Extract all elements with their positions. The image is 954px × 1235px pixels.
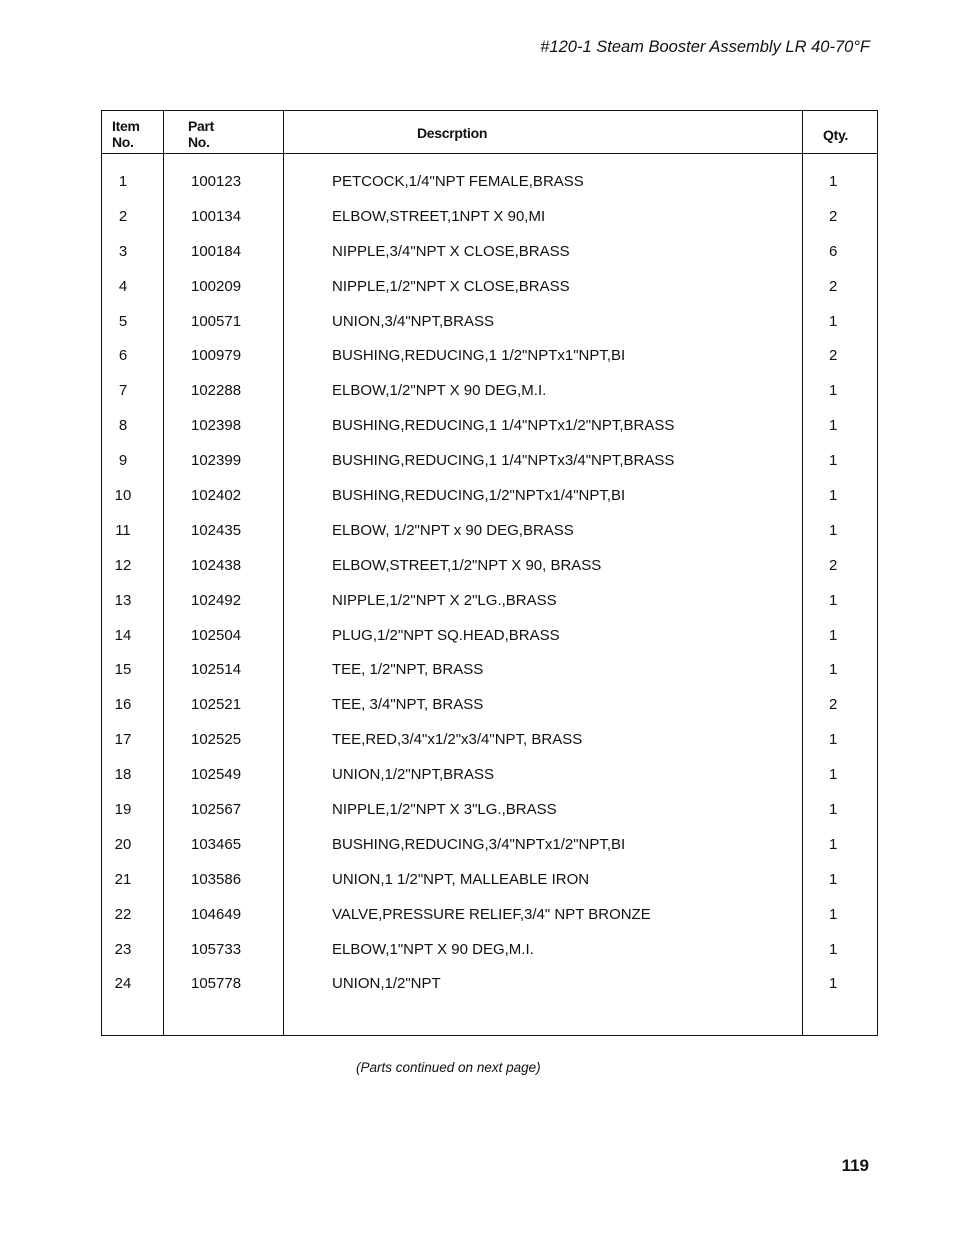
cell-part-no: 102549 [191, 766, 242, 784]
cell-description: ELBOW,1"NPT X 90 DEG,M.I. [332, 940, 534, 958]
table-row [102, 452, 877, 487]
cell-item-no: 3 [118, 242, 128, 260]
cell-item-no: 4 [118, 277, 128, 295]
table-row [102, 801, 877, 836]
cell-part-no: 100209 [191, 277, 242, 295]
cell-description: NIPPLE,1/2"NPT X 3"LG.,BRASS [332, 801, 557, 819]
header-divider [102, 153, 877, 154]
cell-qty: 1 [829, 905, 838, 923]
cell-qty: 1 [829, 940, 838, 958]
table-row [102, 522, 877, 557]
cell-item-no: 19 [114, 801, 132, 819]
cell-item-no: 9 [118, 452, 128, 470]
cell-item-no: 12 [114, 556, 132, 574]
cell-part-no: 102514 [191, 661, 242, 679]
cell-description: BUSHING,REDUCING,1 1/2"NPTx1"NPT,BI [332, 347, 626, 365]
cell-description: ELBOW,1/2"NPT X 90 DEG,M.I. [332, 382, 547, 400]
cell-part-no: 105778 [191, 975, 242, 993]
cell-part-no: 102398 [191, 417, 242, 435]
cell-item-no: 7 [118, 382, 128, 400]
cell-item-no: 22 [114, 905, 132, 923]
table-row [102, 382, 877, 417]
cell-description: UNION,3/4"NPT,BRASS [332, 312, 495, 330]
cell-item-no: 14 [114, 626, 132, 644]
cell-part-no: 100979 [191, 347, 242, 365]
cell-description: TEE,RED,3/4"x1/2"x3/4"NPT, BRASS [332, 731, 583, 749]
cell-qty: 1 [829, 312, 838, 330]
table-row [102, 313, 877, 348]
cell-part-no: 102492 [191, 591, 242, 609]
cell-description: BUSHING,REDUCING,1 1/4"NPTx1/2"NPT,BRASS [332, 417, 675, 435]
cell-description: ELBOW, 1/2"NPT x 90 DEG,BRASS [332, 521, 574, 539]
header-qty: Qty. [823, 127, 848, 143]
cell-part-no: 102521 [191, 696, 242, 714]
cell-item-no: 10 [114, 487, 132, 505]
table-row [102, 627, 877, 662]
cell-qty: 1 [829, 173, 838, 190]
page-number: 119 [841, 1156, 869, 1175]
cell-item-no: 21 [114, 870, 132, 888]
table-row [102, 696, 877, 731]
cell-qty: 1 [829, 835, 838, 853]
table-row [102, 173, 877, 208]
cell-part-no: 103586 [191, 870, 242, 888]
cell-qty: 2 [829, 696, 838, 714]
cell-part-no: 100123 [191, 173, 242, 190]
cell-qty: 1 [829, 382, 838, 400]
table-row [102, 766, 877, 801]
cell-description: NIPPLE,3/4"NPT X CLOSE,BRASS [332, 242, 570, 260]
cell-part-no: 102438 [191, 556, 242, 574]
cell-description: BUSHING,REDUCING,1/2"NPTx1/4"NPT,BI [332, 487, 626, 505]
cell-description: NIPPLE,1/2"NPT X CLOSE,BRASS [332, 277, 570, 295]
cell-item-no: 15 [114, 661, 132, 679]
cell-item-no: 11 [115, 521, 131, 539]
table-row [102, 278, 877, 313]
cell-qty: 1 [829, 661, 838, 679]
cell-description: TEE, 1/2"NPT, BRASS [332, 661, 484, 679]
cell-description: ELBOW,STREET,1/2"NPT X 90, BRASS [332, 556, 602, 574]
continued-note: (Parts continued on next page) [356, 1060, 541, 1075]
header-part-line1: Part [188, 118, 215, 134]
cell-part-no: 102288 [191, 382, 242, 400]
cell-qty: 1 [829, 731, 838, 749]
cell-description: UNION,1/2"NPT [332, 975, 441, 993]
table-row [102, 731, 877, 766]
parts-table [101, 110, 878, 1036]
cell-qty: 1 [829, 452, 838, 470]
cell-description: UNION,1 1/2"NPT, MALLEABLE IRON [332, 870, 590, 888]
cell-item-no: 8 [118, 417, 128, 435]
cell-qty: 1 [829, 975, 838, 993]
cell-part-no: 104649 [191, 905, 242, 923]
cell-part-no: 105733 [191, 940, 242, 958]
cell-description: ELBOW,STREET,1NPT X 90,MI [332, 207, 546, 225]
table-row [102, 871, 877, 906]
cell-part-no: 100184 [191, 242, 242, 260]
cell-qty: 1 [829, 417, 838, 435]
cell-item-no: 6 [118, 347, 128, 365]
cell-description: NIPPLE,1/2"NPT X 2"LG.,BRASS [332, 591, 557, 609]
cell-part-no: 102399 [191, 452, 242, 470]
cell-item-no: 23 [114, 940, 132, 958]
cell-qty: 1 [829, 766, 838, 784]
header-part-line2: No. [188, 134, 210, 150]
cell-item-no: 1 [118, 173, 128, 190]
cell-part-no: 100571 [191, 312, 242, 330]
cell-description: VALVE,PRESSURE RELIEF,3/4" NPT BRONZE [332, 905, 651, 923]
cell-item-no: 18 [114, 766, 132, 784]
table-row [102, 243, 877, 278]
cell-part-no: 102435 [191, 521, 242, 539]
cell-qty: 1 [829, 591, 838, 609]
table-row [102, 661, 877, 696]
cell-description: PLUG,1/2"NPT SQ.HEAD,BRASS [332, 626, 560, 644]
header-item-line2: No. [112, 134, 134, 150]
header-description: Descrption [417, 125, 488, 141]
table-row [102, 208, 877, 243]
header-item-line1: Item [112, 118, 140, 134]
cell-qty: 1 [829, 870, 838, 888]
cell-item-no: 24 [114, 975, 132, 993]
cell-qty: 1 [829, 801, 838, 819]
table-row [102, 557, 877, 592]
cell-qty: 2 [829, 277, 838, 295]
table-row [102, 836, 877, 871]
table-row [102, 975, 877, 1010]
cell-item-no: 2 [118, 207, 128, 225]
cell-qty: 1 [829, 626, 838, 644]
cell-qty: 1 [829, 487, 838, 505]
cell-part-no: 100134 [191, 207, 242, 225]
page-header-title: #120-1 Steam Booster Assembly LR 40-70°F [540, 38, 870, 56]
cell-item-no: 16 [114, 696, 132, 714]
cell-qty: 2 [829, 207, 838, 225]
cell-description: PETCOCK,1/4"NPT FEMALE,BRASS [332, 173, 584, 190]
table-body [102, 173, 877, 1010]
table-row [102, 906, 877, 941]
cell-description: UNION,1/2"NPT,BRASS [332, 766, 495, 784]
cell-description: BUSHING,REDUCING,3/4"NPTx1/2"NPT,BI [332, 835, 626, 853]
cell-part-no: 102504 [191, 626, 242, 644]
table-row [102, 941, 877, 976]
cell-part-no: 102567 [191, 801, 242, 819]
cell-description: BUSHING,REDUCING,1 1/4"NPTx3/4"NPT,BRASS [332, 452, 675, 470]
cell-description: TEE, 3/4"NPT, BRASS [332, 696, 484, 714]
cell-item-no: 13 [114, 591, 132, 609]
table-row [102, 417, 877, 452]
cell-qty: 2 [829, 556, 838, 574]
header-part-no [188, 118, 214, 150]
cell-part-no: 102525 [191, 731, 242, 749]
table-row [102, 347, 877, 382]
table-row [102, 592, 877, 627]
table-row [102, 487, 877, 522]
cell-part-no: 102402 [191, 487, 242, 505]
cell-item-no: 5 [118, 312, 128, 330]
cell-part-no: 103465 [191, 835, 242, 853]
cell-qty: 1 [829, 521, 838, 539]
cell-qty: 6 [829, 242, 838, 260]
cell-item-no: 20 [114, 835, 132, 853]
cell-item-no: 17 [114, 731, 132, 749]
cell-qty: 2 [829, 347, 838, 365]
header-item-no [112, 118, 140, 150]
